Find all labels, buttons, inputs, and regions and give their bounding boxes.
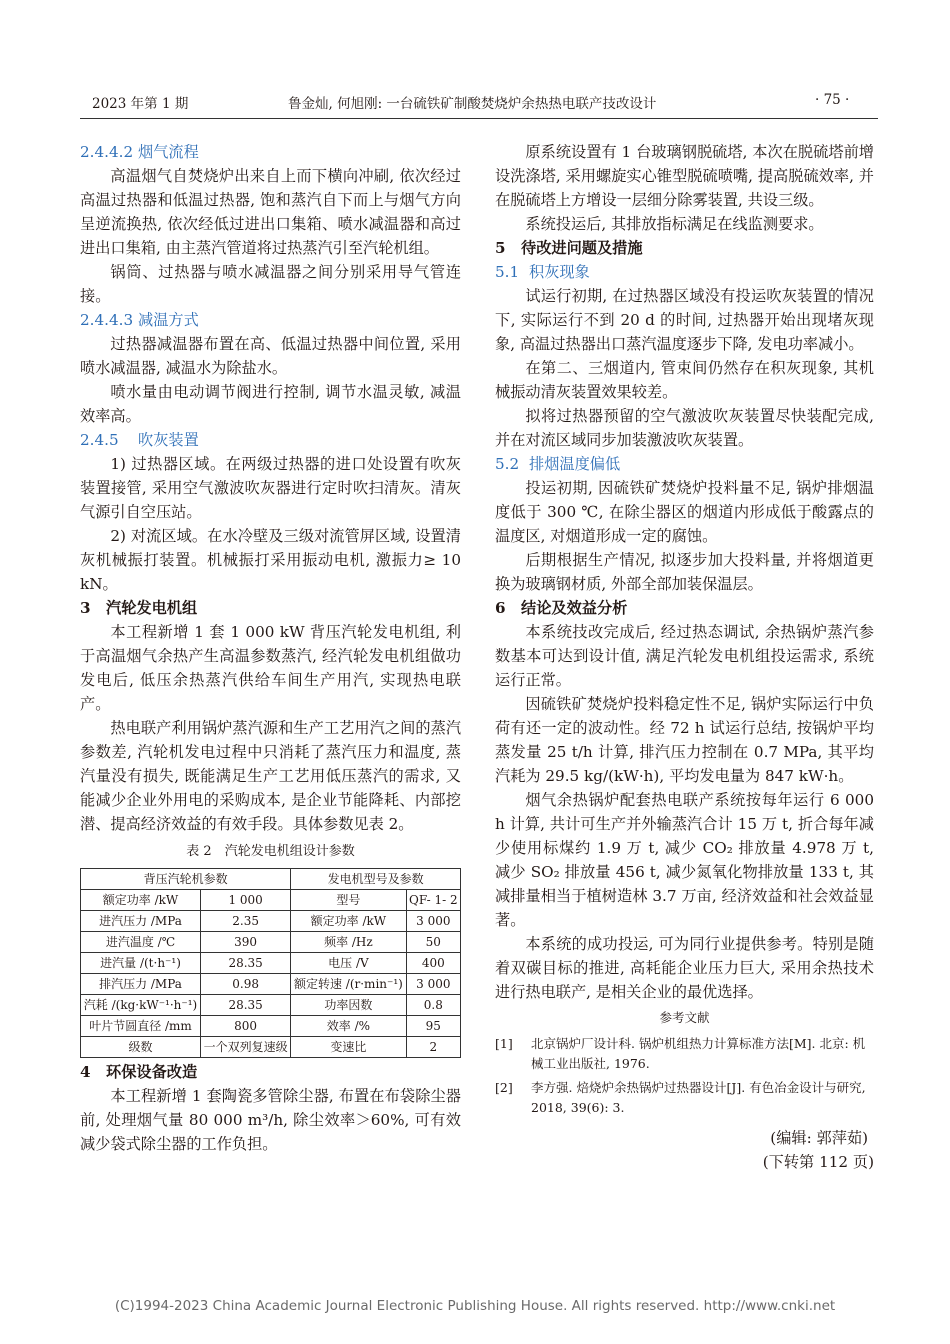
section-heading: 6 结论及效益分析 [495,599,628,617]
page-number: · 75 · [815,92,850,108]
table-row [81,1016,461,1037]
journal-issue: 2023 年第 1 期 [92,96,189,112]
section-heading: 3 汽轮发电机组 [80,599,198,617]
paragraph: 在第二、三烟道内, 管束间仍然存在积灰现象, 其机械振动清灰装置效果较差。 [495,359,874,401]
table-cell: 3 000 [406,974,460,995]
right-column [495,140,874,1174]
table-caption: 表 2 汽轮发电机组设计参数 [186,844,355,859]
table-row [81,890,461,911]
paragraph: 拟将过热器预留的空气激波吹灰装置尽快装配完成, 并在对流区域同步加装激波吹灰装置。 [495,407,874,449]
table-cell: 频率 /Hz [291,932,406,953]
paragraph: 本工程新增 1 套陶瓷多管除尘器, 布置在布袋除尘器前, 处理烟气量 80 000 m³/h, 除尘效率＞60%, 可有效减少袋式除尘器的工作负担。 [80,1087,461,1153]
table-row [81,995,461,1016]
table-row [81,932,461,953]
paragraph: 过热器减温器布置在高、低温过热器中间位置, 采用喷水减温器, 减温水为除盐水。 [80,335,461,377]
paragraph: 原系统设置有 1 台玻璃钢脱硫塔, 本次在脱硫塔前增设洗涤塔, 采用螺旋实心锥型脱硫喷嘴, 提高脱硫效率, 并在脱硫塔上方增设一层细分除雾装置, 共设三级。 [495,143,874,209]
continued-note: (下转第 112 页) [762,1153,874,1171]
copyright-footer: (C)1994-2023 China Academic Journal Electronic Publishing House. All rights reserved. http://www.cnki.net [114,1298,836,1314]
paragraph: 后期根据生产情况, 拟逐步加大投料量, 并将烟道更换为玻璃钢材质, 外部全部加装保温层。 [495,551,874,593]
table-cell: 0.8 [406,995,460,1016]
table-cell: 型号 [291,890,406,911]
table-cell: 变速比 [291,1037,406,1058]
table-cell: 一个双列复速级 [201,1037,291,1058]
table-cell: 0.98 [201,974,291,995]
references-title: 参考文献 [659,1010,710,1025]
table-cell: 进汽压力 /MPa [81,911,201,932]
section-heading: 5.2 排烟温度偏低 [495,455,621,473]
table-cell: 800 [201,1016,291,1037]
section-heading: 4 环保设备改造 [80,1063,198,1081]
reference-item: [2] 李方强. 焙烧炉余热锅炉过热器设计[J]. 有色冶金设计与研究, 2018, 39(6): 3. [495,1080,866,1115]
paragraph: 高温烟气自焚烧炉出来自上而下横向冲刷, 依次经过高温过热器和低温过热器, 饱和蒸汽自下而上与烟气方向呈逆流换热, 依次经低过进出口集箱、喷水减温器和高过进出口集箱, 由主蒸汽管道将过热蒸汽引至汽轮机组。 [80,167,461,257]
table-cell: 汽耗 /(kg·kW⁻¹·h⁻¹) [81,995,201,1016]
table-cell: 3 000 [406,911,460,932]
paragraph: 烟气余热锅炉配套热电联产系统按每年运行 6 000 h 计算, 共计可生产并外输蒸汽合计 15 万 t, 折合每年减少使用标煤约 1.9 万 t, 减少 CO₂ 排放量 4.978 万 t, 减少 SO₂ 排放量 456 t, 减少氮氧化物排放量 133 t, 其减排量相当于植树造林 3.7 万亩, 经济效益和社会效益显著。 [495,791,874,929]
paragraph: 试运行初期, 在过热器区域没有投运吹灰装置的情况下, 实际运行不到 20 d 的时间, 过热器开始出现堵灰现象, 高温过热器出口蒸汽温度逐步下降, 发电功率减小。 [495,287,874,353]
table-cell: 2 [406,1037,460,1058]
section-heading: 5 待改进问题及措施 [495,239,643,257]
table-cell: 效率 /% [291,1016,406,1037]
paragraph: 投运初期, 因硫铁矿焚烧炉投料量不足, 锅炉排烟温度低于 300 ℃, 在除尘器区的烟道内形成低于酸露点的温度区, 对烟道形成一定的腐蚀。 [495,479,874,545]
running-title: 鲁金灿, 何旭刚: 一台硫铁矿制酸焚烧炉余热热电联产技改设计 [288,96,657,112]
paragraph: 锅筒、过热器与喷水减温器之间分别采用导气管连接。 [80,263,461,305]
table-header-row [81,869,461,890]
table-row [81,911,461,932]
paragraph: 本系统的成功投运, 可为同行业提供参考。特别是随着双碳目标的推进, 高耗能企业压力巨大, 采用余热技术进行热电联产, 是相关企业的最优选择。 [495,935,874,1001]
table-cell: 进汽量 /(t·h⁻¹) [81,953,201,974]
table-cell: 28.35 [201,995,291,1016]
table-cell: 功率因数 [291,995,406,1016]
table-cell: 叶片节圆直径 /mm [81,1016,201,1037]
table-cell: 28.35 [201,953,291,974]
table-cell: 级数 [81,1037,201,1058]
section-heading: 2.4.4.3 减温方式 [80,311,199,329]
editor-note: (编辑: 郭萍茹) [770,1129,868,1147]
table-cell: 额定转速 /(r·min⁻¹) [291,974,406,995]
table-cell: 390 [201,932,291,953]
section-heading: 2.4.4.2 烟气流程 [80,143,199,161]
table-cell: 进汽温度 /℃ [81,932,201,953]
table-cell: 电压 /V [291,953,406,974]
table-cell: 2.35 [201,911,291,932]
paragraph: 系统投运后, 其排放指标满足在线监测要求。 [525,215,824,233]
table-row [81,974,461,995]
table-cell: 400 [406,953,460,974]
paragraph: 本系统技改完成后, 经过热态调试, 余热锅炉蒸汽参数基本可达到设计值, 满足汽轮发电机组投运需求, 系统运行正常。 [495,623,874,689]
table-header-cell: 发电机型号及参数 [291,869,461,890]
header-rule [80,118,878,119]
table-cell: 1 000 [201,890,291,911]
table-header-cell: 背压汽轮机参数 [81,869,291,890]
paragraph: 1) 过热器区域。在两级过热器的进口处设置有吹灰装置接管, 采用空气激波吹灰器进行定时吹扫清灰。清灰气源引自空压站。 [80,455,461,521]
section-heading: 2.4.5 吹灰装置 [80,431,199,449]
paragraph: 喷水量由电动调节阀进行控制, 调节水温灵敏, 减温效率高。 [80,383,461,425]
table-cell: 额定功率 /kW [291,911,406,932]
left-column [80,140,461,1156]
reference-item: [1] 北京锅炉厂设计科. 锅炉机组热力计算标准方法[M]. 北京: 机械工业出版社, 1976. [495,1036,866,1071]
table-cell: QF- 1- 2 [406,890,460,911]
table-row [81,953,461,974]
table-cell: 95 [406,1016,460,1037]
params-table [80,868,461,1058]
table-cell: 排汽压力 /MPa [81,974,201,995]
table-row [81,1037,461,1058]
paragraph: 因硫铁矿焚烧炉投料稳定性不足, 锅炉实际运行中负荷有还一定的波动性。经 72 h 试运行总结, 按锅炉平均蒸发量 25 t/h 计算, 排汽压力控制在 0.7 MPa, 其平均汽耗为 29.5 kg/(kW·h), 平均发电量为 847 kW·h。 [495,695,874,785]
table-cell: 50 [406,932,460,953]
section-heading: 5.1 积灰现象 [495,263,590,281]
paragraph: 本工程新增 1 套 1 000 kW 背压汽轮发电机组, 利于高温烟气余热产生高温参数蒸汽, 经汽轮发电机组做功发电后, 低压余热蒸汽供给车间生产用汽, 实现热电联产。 [80,623,461,713]
paragraph: 热电联产利用锅炉蒸汽源和生产工艺用汽之间的蒸汽参数差, 汽轮机发电过程中只消耗了蒸汽压力和温度, 蒸汽量没有损失, 既能满足生产工艺用低压蒸汽的需求, 又能减少企业外用电的采购成本, 是企业节能降耗、内部挖潜、提高经济效益的有效手段。具体参数见表 2。 [80,719,461,833]
paragraph: 2) 对流区域。在水冷壁及三级对流管屏区域, 设置清灰机械振打装置。机械振打采用振动电机, 激振力≥ 10 kN。 [80,527,461,593]
table-cell: 额定功率 /kW [81,890,201,911]
